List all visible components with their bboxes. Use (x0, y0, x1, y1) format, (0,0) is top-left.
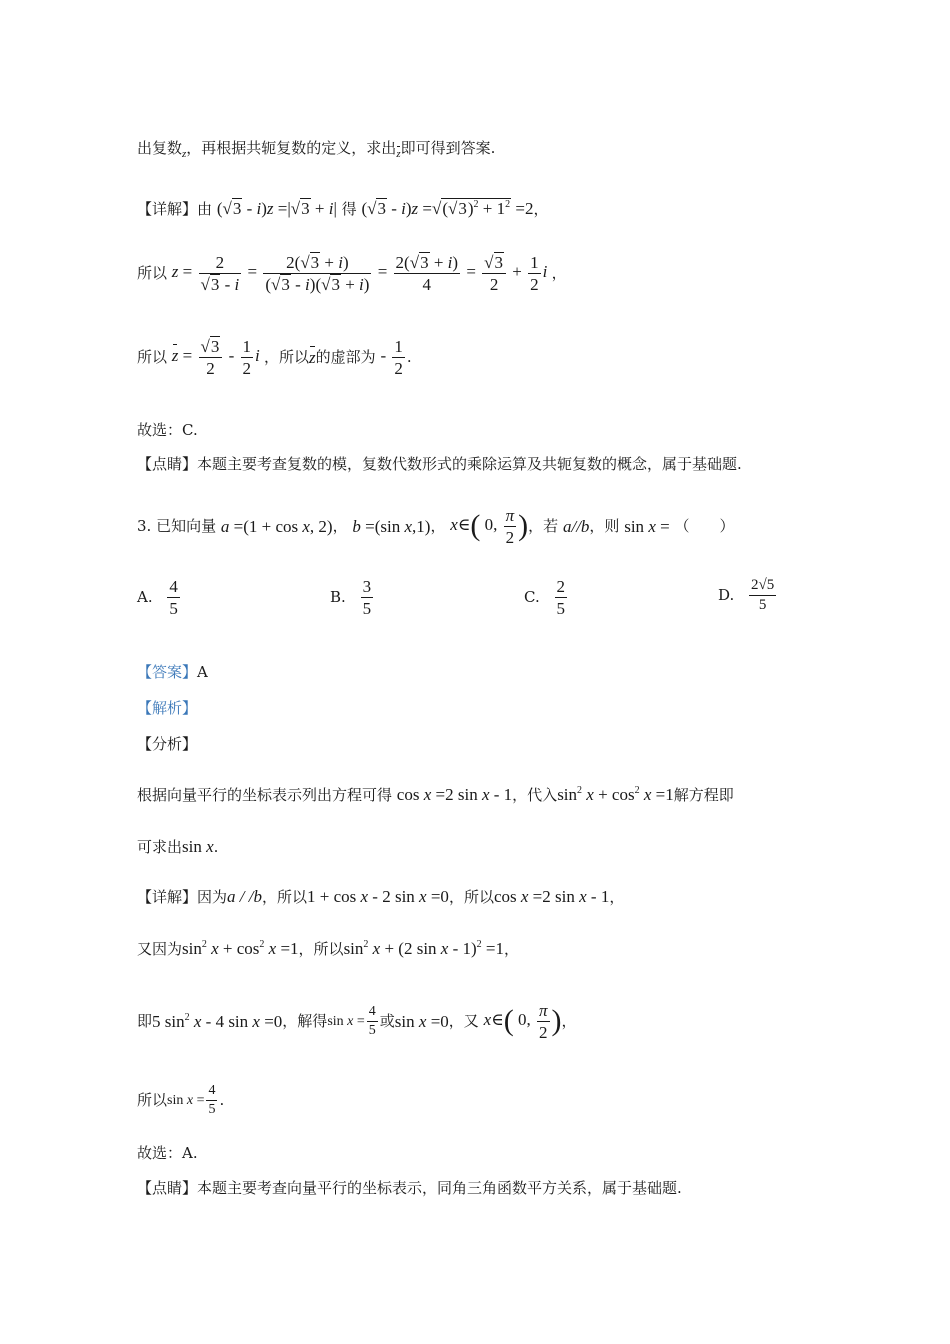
eq-quadratic: 5 $\sin^2 x - 4$ sin x =0 (152, 1012, 283, 1031)
parallel-condition: a//b (562, 517, 590, 536)
detail4-a: 即 (137, 1012, 153, 1030)
vector-a: a =(1 + cos x, 2) (220, 517, 333, 536)
detail4-b: ，解得 (282, 1012, 328, 1030)
detail5-a: 所以 (137, 1091, 168, 1109)
q3-number: 3. 已知向量 (137, 517, 217, 535)
detail4-e: ， (561, 1012, 577, 1030)
q3-then: ，则 (589, 517, 620, 535)
detail2-b: ，所以 (261, 888, 307, 906)
option-d[interactable] (718, 578, 778, 613)
detail3-a: 又因为 (137, 940, 183, 958)
eq-cos: cos x =2 sin x - 1 (396, 785, 513, 804)
answer-line (137, 665, 208, 680)
option-b-den: 5 (362, 599, 372, 618)
formula-conj: z = $\frac{√3}{2}$ - $\frac{1}{2}$ i (171, 337, 260, 378)
analysis-text-line-1 (137, 786, 734, 803)
intro-line (137, 141, 495, 160)
var-z-conj-2: z (309, 348, 316, 367)
detail4-d: ，又 (448, 1012, 479, 1030)
option-a-label: A. (137, 588, 153, 606)
formula-modulus: (√3 - i)z =|√3 + i| (216, 199, 337, 218)
eq-root-2: sin x =0 (394, 1012, 449, 1031)
detail2-a: 因为 (197, 888, 228, 906)
analysis-b: ，代入 (512, 786, 558, 804)
detail3-b: ，所以 (298, 940, 344, 958)
intro-text-a: 出复数 (137, 139, 183, 157)
z-line-end: ， (551, 264, 567, 282)
comment-2: 【点睛】本题主要考查向量平行的坐标表示，同角三角函数平方关系，属于基础题. (137, 1179, 682, 1197)
formula-z: z = $\frac{2}{√3 - i}$ = $\frac{2(√3 + i)}{(√3 - i)(√3 + i)}$ = $\frac{2(√3 + i)}{4}$ = $\frac{√3}{2}$ + $\frac{1}{2}$ i (171, 253, 548, 294)
eq-root-1: sin x = $\frac{4}{5}$ (327, 1004, 376, 1038)
analysis-e: . (213, 838, 219, 856)
conj-label: 所以 (137, 348, 168, 366)
q3-sep: ， (332, 517, 348, 535)
option-c[interactable] (524, 578, 569, 617)
comment-1: 【点睛】本题主要考查复数的模，复数代数形式的乘除运算及共轭复数的概念，属于基础题. (137, 455, 742, 473)
z-line (137, 254, 567, 293)
detail-3-line (137, 940, 519, 957)
conj-text-b: 的虚部为 (315, 348, 376, 366)
option-c-den: 5 (556, 599, 565, 618)
detail-2-line (137, 888, 624, 905)
option-b[interactable] (330, 578, 375, 617)
detail2-d: ， (609, 888, 625, 906)
detail5-b: . (219, 1091, 225, 1109)
q3-if: ，若 (528, 517, 559, 535)
z-line-label: 所以 (137, 264, 168, 282)
detail-1-line (137, 200, 548, 217)
x-interval: x∈( 0, $\frac{\pi}{2}$ ) (450, 506, 529, 547)
answer-value: A (197, 663, 208, 681)
option-b-num: 3 (362, 577, 372, 596)
option-d-den: 5 (749, 595, 776, 613)
sin-x-eq: sin x = (624, 517, 670, 536)
option-d-num: 2√5 (751, 577, 775, 593)
sin-x: sin x (182, 837, 214, 856)
option-b-label: B. (330, 588, 346, 606)
fenxi-label: 【分析】 (137, 735, 198, 753)
eq-identity: $\sin^2 x + \cos^2 x =1$ (557, 785, 674, 804)
parallel-ab: a / /b (227, 887, 262, 906)
detail3-c: ， (504, 940, 520, 958)
q3-paren: （ ） (674, 517, 735, 535)
option-b-value (361, 578, 374, 617)
option-a-value (167, 578, 180, 617)
analysis-label: 【解析】 (137, 699, 198, 717)
eq-detail2-2: cos x =2 sin x - 1 (493, 887, 610, 906)
var-z: z (182, 148, 187, 160)
analysis-c: 解方程即 (673, 786, 734, 804)
eq-substituted: $\sin^2 x + (2$ sin x - 1)$^2$ =1 (343, 939, 505, 958)
option-c-label: C. (524, 588, 540, 606)
option-a-den: 5 (169, 599, 178, 618)
eq-final: sin x = $\frac{4}{5}$ (167, 1083, 216, 1117)
imag-part: - $\frac{1}{2}$ (380, 337, 403, 378)
var-z-conj: z (396, 148, 401, 160)
option-d-label: D. (718, 586, 735, 604)
intro-text-b: ，再根据共轭复数的定义，求出 (186, 139, 397, 157)
q3-sep-2: ， (430, 517, 446, 535)
eq-identity-2: $\sin^2 x + \cos^2 x =1$ (182, 939, 299, 958)
detail-4-line (137, 1002, 577, 1041)
detail2-c: ，所以 (448, 888, 494, 906)
answer-label: 【答案】 (137, 663, 198, 681)
choose-1: 故选：C. (137, 421, 198, 439)
formula-modulus-result: $(√3 - i)z =√(√3)^2 + 1^2 =2$ (361, 199, 534, 218)
detail2-label: 【详解】 (137, 888, 198, 906)
conj-end: . (406, 348, 412, 366)
choose-2: 故选：A. (137, 1144, 198, 1162)
x-interval-2: x∈( 0, $\frac{\pi}{2}$ ) (483, 1001, 562, 1042)
conj-line (137, 338, 412, 377)
option-c-value (555, 578, 568, 617)
eq-detail2-1: 1 + cos x - 2 sin x =0 (307, 887, 449, 906)
analysis-a: 根据向量平行的坐标表示列出方程可得 (137, 786, 393, 804)
analysis-text-line-2 (137, 838, 218, 855)
analysis-d: 可求出 (137, 838, 183, 856)
detail-label: 【详解】 (137, 200, 198, 218)
intro-text-c: 即可得到答案. (400, 139, 496, 157)
detail1-text-a: 由 (197, 200, 213, 218)
option-c-num: 2 (556, 577, 565, 596)
question-3 (137, 507, 735, 546)
conj-text-a: ，所以 (264, 348, 310, 366)
detail-5-line (137, 1084, 224, 1117)
detail1-text-c: ， (533, 200, 549, 218)
vector-b: b =(sin x,1) (352, 517, 431, 536)
detail4-c: 或 (379, 1012, 395, 1030)
option-a[interactable] (137, 578, 182, 617)
option-d-value (749, 578, 776, 613)
option-a-num: 4 (169, 577, 178, 596)
detail1-text-b: 得 (341, 200, 357, 218)
